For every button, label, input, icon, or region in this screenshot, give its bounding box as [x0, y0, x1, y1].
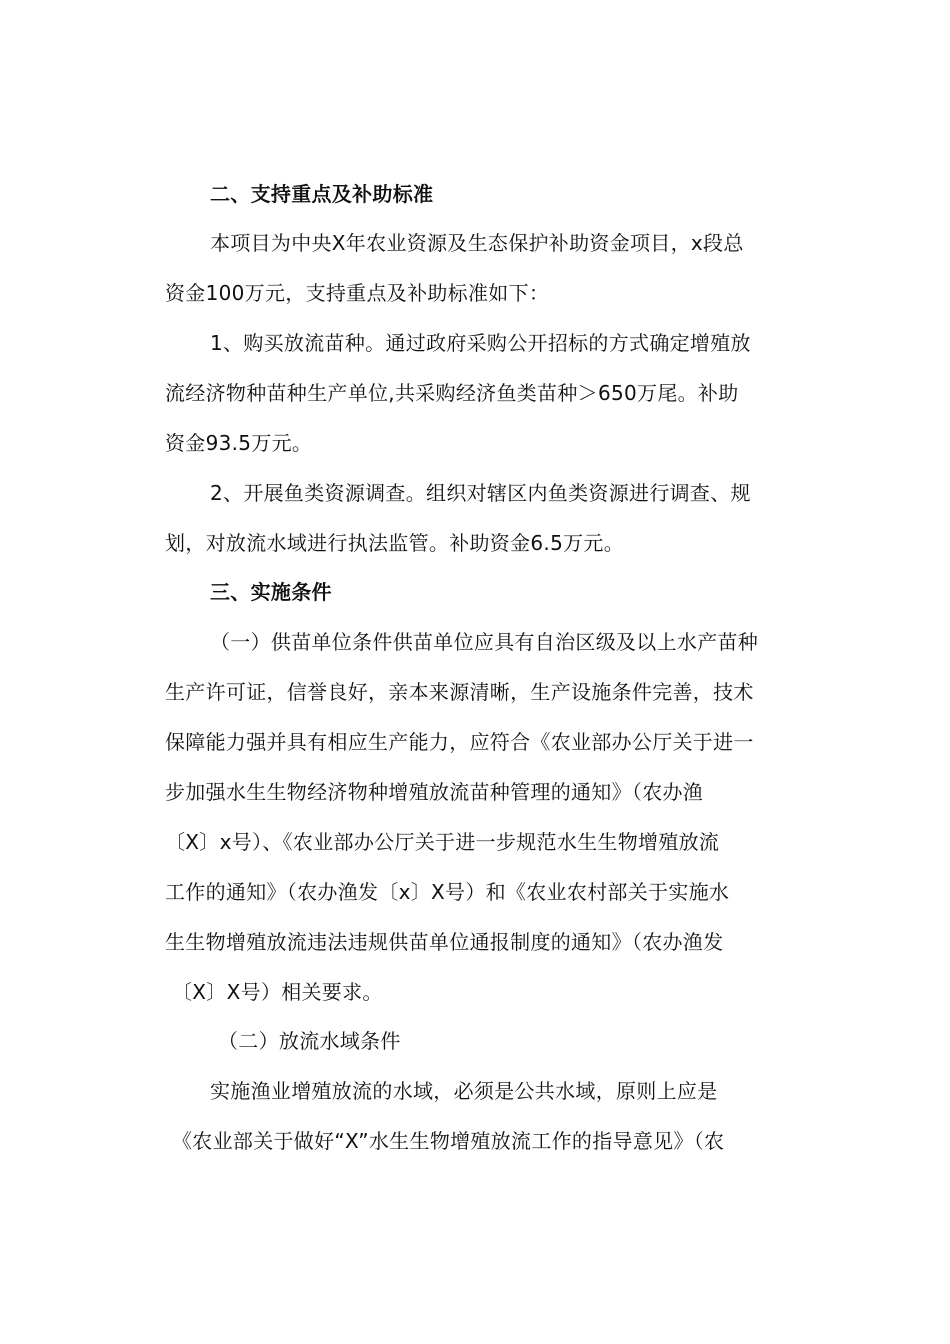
paragraph-line: 本项目为中央X年农业资源及生态保护补助资金项目，x段总 — [210, 231, 744, 255]
paragraph-line: 生产许可证，信誉良好，亲本来源清晰，生产设施条件完善，技术 — [165, 680, 754, 704]
paragraph-line: （一）供苗单位条件供苗单位应具有自治区级及以上水产苗种 — [210, 630, 759, 654]
paragraph-line: 保障能力强并具有相应生产能力，应符合《农业部办公厅关于进一 — [165, 730, 754, 754]
paragraph-line: 〔X〕X号）相关要求。 — [172, 980, 383, 1004]
list-item-line: 划，对放流水域进行执法监管。补助资金6.5万元。 — [165, 531, 625, 555]
list-item-line: 资金93.5万元。 — [165, 431, 313, 455]
paragraph-line: 生生物增殖放流违法违规供苗单位通报制度的通知》（农办渔发 — [165, 930, 724, 954]
paragraph-line: 《农业部关于做好“X”水生生物增殖放流工作的指导意见》（农 — [172, 1129, 725, 1153]
paragraph-line: 实施渔业增殖放流的水域，必须是公共水域，原则上应是 — [210, 1079, 718, 1103]
list-item-line: 1、购买放流苗种。通过政府采购公开招标的方式确定增殖放 — [210, 331, 751, 355]
paragraph-line: 步加强水生生物经济物种增殖放流苗种管理的通知》（农办渔 — [165, 780, 704, 804]
subsection-heading: （二）放流水域条件 — [218, 1029, 401, 1053]
section-heading-support: 二、支持重点及补助标准 — [210, 182, 434, 206]
list-item-line: 2、开展鱼类资源调查。组织对辖区内鱼类资源进行调查、规 — [210, 481, 751, 505]
paragraph-line: 工作的通知》（农办渔发〔x〕X号）和《农业农村部关于实施水 — [165, 880, 730, 904]
paragraph-line: 〔X〕x号）、《农业部办公厅关于进一步规范水生生物增殖放流 — [165, 830, 720, 854]
section-heading-conditions: 三、实施条件 — [210, 580, 332, 604]
list-item-line: 流经济物种苗种生产单位,共采购经济鱼类苗种＞650万尾。补助 — [165, 381, 739, 405]
paragraph-line: 资金100万元，支持重点及补助标准如下： — [165, 281, 550, 305]
